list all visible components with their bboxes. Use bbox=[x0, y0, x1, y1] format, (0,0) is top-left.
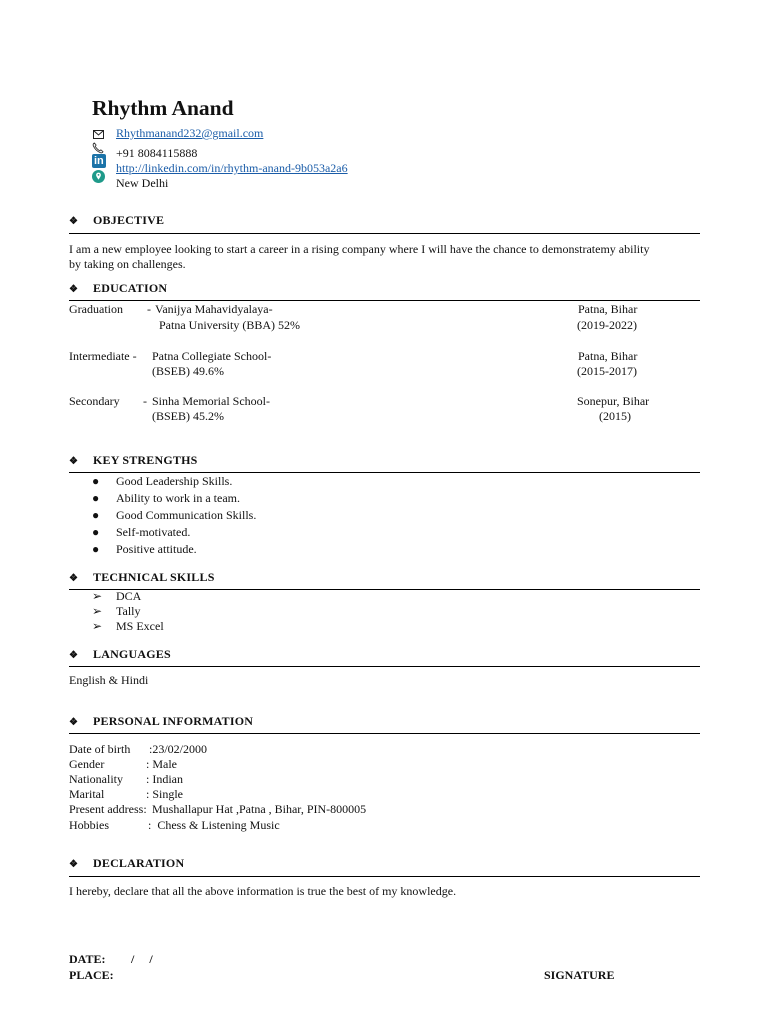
education-place: Patna, Bihar bbox=[578, 349, 638, 363]
arrow-bullet-icon: ➢ bbox=[92, 604, 103, 618]
languages-heading: ❖ LANGUAGES bbox=[69, 647, 171, 661]
education-institution: Sinha Memorial School- bbox=[152, 394, 270, 408]
email-link[interactable]: Rhythmanand232@gmail.com bbox=[116, 126, 264, 140]
date-value: / / bbox=[131, 952, 153, 966]
candidate-name: Rhythm Anand bbox=[92, 96, 234, 120]
bullet-icon: ● bbox=[92, 508, 100, 522]
section-divider bbox=[69, 472, 700, 473]
section-divider bbox=[69, 876, 700, 877]
personal-label: Gender bbox=[69, 757, 105, 771]
signature-label: SIGNATURE bbox=[544, 968, 615, 982]
section-divider bbox=[69, 733, 700, 734]
diamond-bullet-icon: ❖ bbox=[69, 717, 79, 728]
section-divider bbox=[69, 666, 700, 667]
education-institution: Patna Collegiate School- bbox=[152, 349, 272, 363]
education-level: Graduation bbox=[69, 302, 123, 316]
key-strengths-heading: ❖ KEY STRENGTHS bbox=[69, 453, 198, 467]
list-item: Good Leadership Skills. bbox=[116, 474, 233, 488]
mail-icon bbox=[91, 127, 105, 141]
objective-text-line-1: I am a new employee looking to start a career in a rising company where I will have the chance to demonstratemy ability bbox=[69, 242, 650, 256]
diamond-bullet-icon: ❖ bbox=[69, 284, 79, 295]
declaration-text: I hereby, declare that all the above information is true the best of my knowledge. bbox=[69, 884, 457, 898]
personal-label: Marital bbox=[69, 787, 105, 801]
education-board-score: (BSEB) 49.6% bbox=[152, 364, 224, 378]
objective-text-line-2: by taking on challenges. bbox=[69, 257, 186, 271]
location-pin-icon bbox=[92, 170, 105, 183]
list-item: DCA bbox=[116, 589, 142, 603]
place-label: PLACE: bbox=[69, 968, 114, 982]
bullet-icon: ● bbox=[92, 525, 100, 539]
personal-value: Mushallapur Hat ,Patna , Bihar, PIN-800005 bbox=[152, 802, 367, 816]
education-heading: ❖ EDUCATION bbox=[69, 281, 168, 295]
diamond-bullet-icon: ❖ bbox=[69, 216, 79, 227]
education-level: Intermediate - bbox=[69, 349, 137, 363]
personal-value: : Male bbox=[146, 757, 177, 771]
personal-label: Hobbies bbox=[69, 818, 109, 832]
personal-value: : Chess & Listening Music bbox=[148, 818, 280, 832]
linkedin-icon[interactable]: in bbox=[92, 154, 106, 168]
phone-number: +91 8084115888 bbox=[116, 146, 198, 160]
section-divider bbox=[69, 233, 700, 234]
education-years: (2015-2017) bbox=[577, 364, 637, 378]
section-divider bbox=[69, 589, 700, 590]
education-board-score: (BSEB) 45.2% bbox=[152, 409, 224, 423]
bullet-icon: ● bbox=[92, 474, 100, 488]
diamond-bullet-icon: ❖ bbox=[69, 573, 79, 584]
arrow-bullet-icon: ➢ bbox=[92, 619, 103, 633]
objective-heading: ❖ OBJECTIVE bbox=[69, 213, 165, 227]
personal-label: Present address: bbox=[69, 802, 147, 816]
phone-icon bbox=[91, 141, 105, 155]
linkedin-link[interactable]: http://linkedin.com/in/rhythm-anand-9b053a2a6 bbox=[116, 161, 348, 175]
list-item: Ability to work in a team. bbox=[116, 491, 240, 505]
list-item: Good Communication Skills. bbox=[116, 508, 257, 522]
diamond-bullet-icon: ❖ bbox=[69, 456, 79, 467]
list-item: MS Excel bbox=[116, 619, 164, 633]
personal-label: Nationality bbox=[69, 772, 123, 786]
list-item: Positive attitude. bbox=[116, 542, 197, 556]
declaration-heading: ❖ DECLARATION bbox=[69, 856, 185, 870]
languages-text: English & Hindi bbox=[69, 673, 149, 687]
education-place: Patna, Bihar bbox=[578, 302, 638, 316]
location-text: New Delhi bbox=[116, 176, 169, 190]
bullet-icon: ● bbox=[92, 542, 100, 556]
education-level: Secondary bbox=[69, 394, 120, 408]
personal-info-heading: ❖ PERSONAL INFORMATION bbox=[69, 714, 254, 728]
diamond-bullet-icon: ❖ bbox=[69, 650, 79, 661]
bullet-icon: ● bbox=[92, 491, 100, 505]
education-separator: - bbox=[143, 394, 147, 408]
technical-skills-heading: ❖ TECHNICAL SKILLS bbox=[69, 570, 215, 584]
personal-value: :23/02/2000 bbox=[149, 742, 208, 756]
list-item: Self-motivated. bbox=[116, 525, 191, 539]
education-years: (2015) bbox=[599, 409, 631, 423]
education-board-score: Patna University (BBA) 52% bbox=[159, 318, 300, 332]
date-label: DATE: bbox=[69, 952, 106, 966]
section-divider bbox=[69, 300, 700, 301]
personal-label: Date of birth bbox=[69, 742, 131, 756]
education-years: (2019-2022) bbox=[577, 318, 637, 332]
list-item: Tally bbox=[116, 604, 141, 618]
personal-value: : Single bbox=[146, 787, 184, 801]
education-institution: Vanijya Mahavidyalaya- bbox=[155, 302, 273, 316]
arrow-bullet-icon: ➢ bbox=[92, 589, 103, 603]
diamond-bullet-icon: ❖ bbox=[69, 859, 79, 870]
education-separator: - bbox=[147, 302, 151, 316]
education-place: Sonepur, Bihar bbox=[577, 394, 650, 408]
personal-value: : Indian bbox=[146, 772, 183, 786]
